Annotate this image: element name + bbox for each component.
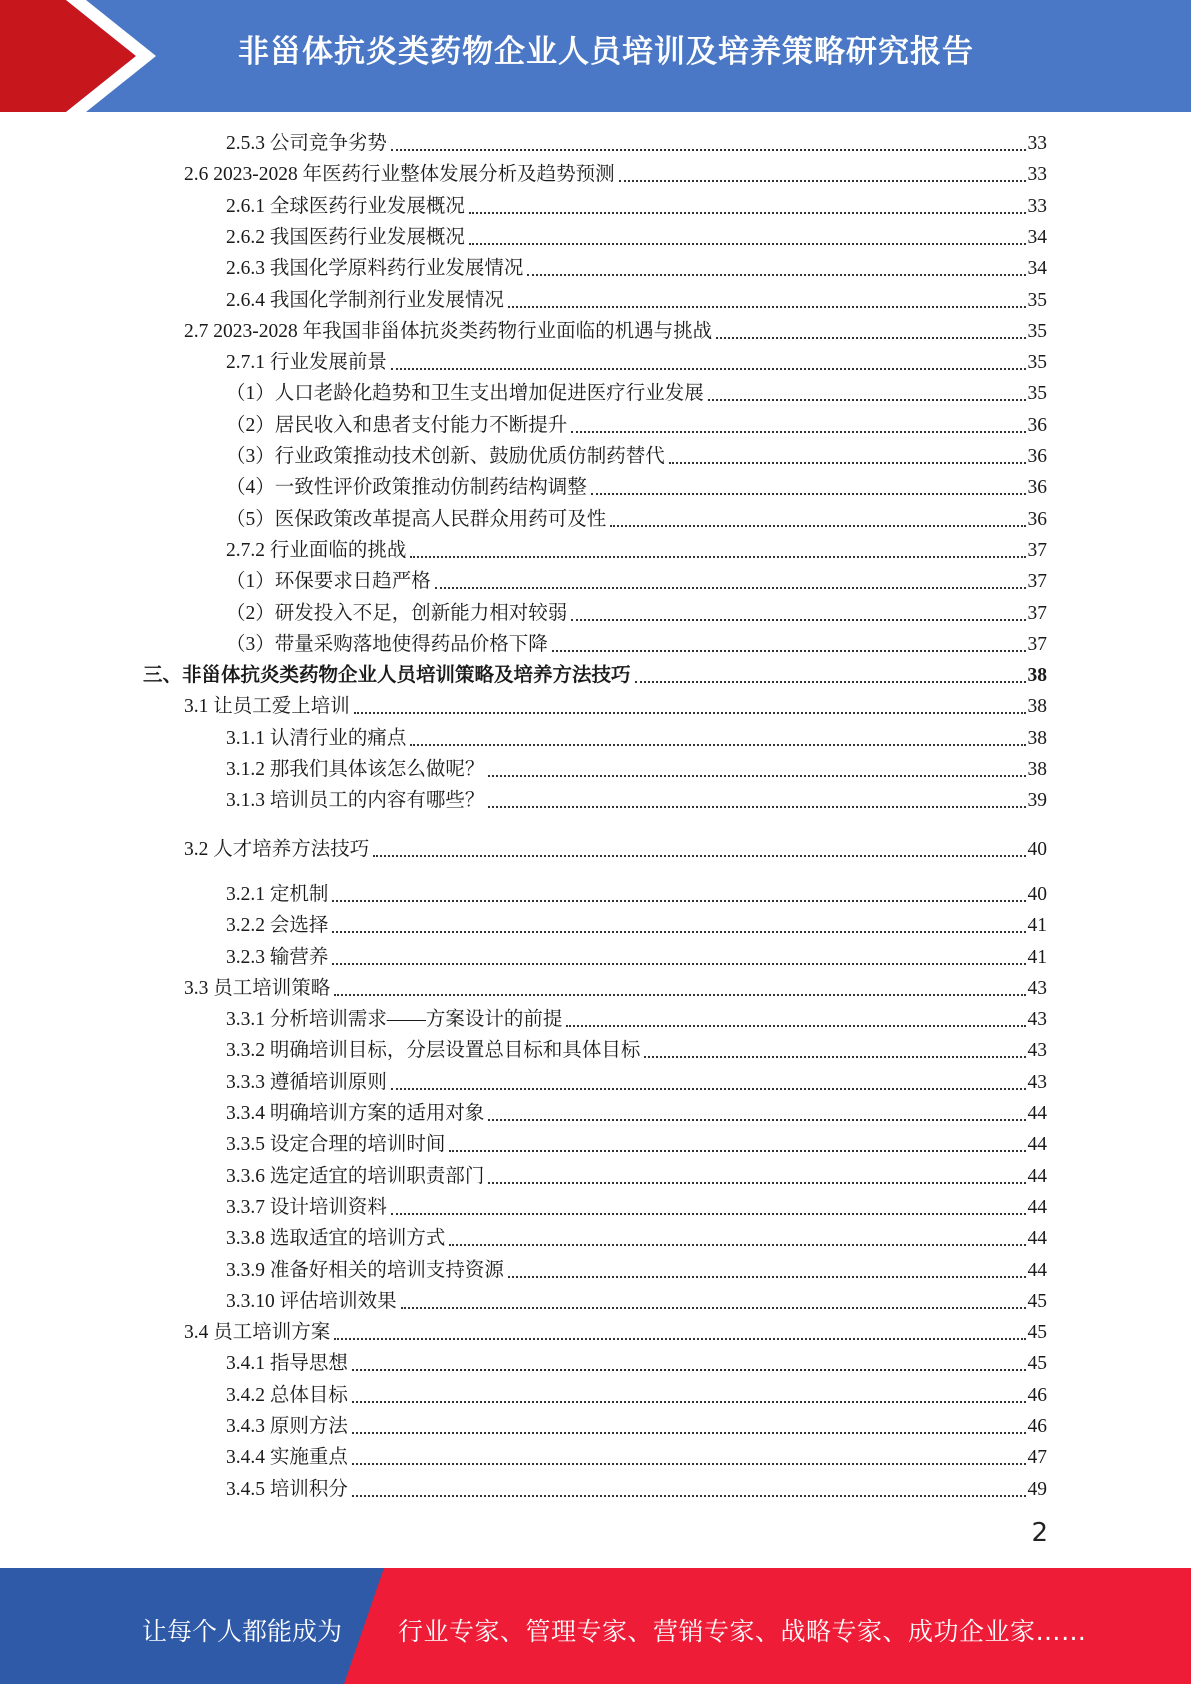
page-number: 2: [1031, 1518, 1048, 1548]
toc-dot-leader: [527, 274, 1025, 276]
toc-entry-page: 33: [1027, 195, 1047, 217]
toc-entry-page: 47: [1027, 1447, 1047, 1469]
footer-slogan-left: 让每个人都能成为: [142, 1617, 343, 1646]
toc-entry-page: 36: [1027, 446, 1047, 467]
page-footer: [0, 1568, 1191, 1684]
toc-entry-label: 3.1.2 那我们具体该怎么做呢？: [226, 759, 485, 780]
toc-entry-page: 39: [1027, 790, 1047, 812]
toc-entry[interactable]: [226, 1129, 1047, 1160]
toc-entry-label: 3.3.4 明确培训方案的适用对象: [226, 1103, 485, 1124]
toc-entry[interactable]: [226, 441, 1047, 472]
toc-entry-label: 3.3.7 设计培训资料: [226, 1196, 387, 1218]
toc-entry-label: 2.7 2023-2028 年我国非甾体抗炎类药物行业面临的机遇与挑战: [184, 320, 713, 342]
toc-entry-label: （4）一致性评价政策推动仿制药结构调整: [226, 477, 587, 499]
toc-entry[interactable]: [226, 1286, 1047, 1317]
toc-dot-leader: [354, 712, 1026, 714]
toc-entry[interactable]: [226, 191, 1047, 222]
toc-entry-label: 3.3.8 选取适宜的培训方式: [226, 1228, 446, 1250]
toc-entry[interactable]: [226, 285, 1047, 316]
toc-entry-page: 44: [1027, 1103, 1047, 1124]
toc-entry[interactable]: [226, 504, 1047, 535]
toc-entry[interactable]: [226, 1474, 1047, 1505]
toc-entry-label: 2.6.4 我国化学制剂行业发展情况: [226, 289, 504, 311]
toc-entry[interactable]: [184, 691, 1047, 722]
toc-entry[interactable]: [226, 754, 1047, 785]
toc-dot-leader: [591, 493, 1026, 495]
toc-entry[interactable]: [226, 598, 1047, 629]
toc-dot-leader: [508, 1276, 1026, 1278]
toc-entry-label: 3.2.2 会选择: [226, 915, 329, 937]
toc-dot-leader: [488, 1119, 1025, 1121]
toc-entry-page: 46: [1027, 1416, 1047, 1437]
toc-entry[interactable]: [226, 1192, 1047, 1223]
toc-dot-leader: [449, 1150, 1025, 1152]
toc-entry-page: 38: [1027, 696, 1047, 718]
toc-entry-label: （3）带量采购落地使得药品价格下降: [226, 633, 548, 655]
toc-entry-page: 41: [1027, 946, 1047, 968]
toc-entry-label: 2.6.2 我国医药行业发展概况: [226, 226, 465, 248]
toc-entry-label: 3.3 员工培训策略: [184, 977, 331, 999]
toc-dot-leader: [373, 855, 1025, 857]
toc-entry[interactable]: [226, 910, 1047, 941]
toc-dot-leader: [716, 337, 1025, 339]
toc-entry-label: 3.3.10 评估培训效果: [226, 1290, 397, 1312]
toc-dot-leader: [332, 900, 1025, 902]
toc-entry-page: 37: [1027, 539, 1047, 561]
toc-dot-leader: [469, 212, 1026, 214]
toc-entry-label: 3.4.2 总体目标: [226, 1384, 348, 1406]
toc-entry-label: 2.7.1 行业发展前景: [226, 352, 387, 374]
toc-entry-label: 3.2.3 输营养: [226, 946, 329, 968]
toc-entry-label: 3.1 让员工爱上培训: [184, 696, 350, 718]
toc-entry[interactable]: [184, 1317, 1047, 1348]
toc-entry-label: 3.4.5 培训积分: [226, 1478, 348, 1500]
toc-entry[interactable]: [226, 128, 1047, 159]
report-title: 非甾体抗炎类药物企业人员培训及培养策略研究报告: [238, 34, 974, 70]
toc-entry-label: （2）居民收入和患者支付能力不断提升: [226, 414, 568, 436]
toc-entry-page: 43: [1027, 1040, 1047, 1062]
toc-entry[interactable]: [226, 1411, 1047, 1442]
toc-dot-leader: [352, 1432, 1026, 1434]
toc-entry[interactable]: [226, 942, 1047, 973]
toc-entry-page: 45: [1027, 1290, 1047, 1312]
toc-entry-page: 38: [1027, 665, 1047, 687]
toc-entry-page: 38: [1027, 759, 1047, 780]
toc-dot-leader: [669, 462, 1026, 464]
toc-entry[interactable]: [226, 566, 1047, 597]
toc-entry-label: （1）环保要求日趋严格: [226, 571, 431, 593]
toc-dot-leader: [469, 243, 1026, 245]
toc-entry-label: 三、非甾体抗炎类药物企业人员培训策略及培养方法技巧: [143, 665, 631, 687]
toc-entry-page: 35: [1027, 352, 1047, 374]
toc-dot-leader: [508, 306, 1026, 308]
toc-entry-page: 37: [1027, 633, 1047, 655]
toc-entry-label: 2.6.3 我国化学原料药行业发展情况: [226, 258, 524, 280]
toc-entry-label: （2）研发投入不足，创新能力相对较弱: [226, 602, 568, 624]
toc-entry[interactable]: [226, 253, 1047, 284]
toc-entry-label: 2.6 2023-2028 年医药行业整体发展分析及趋势预测: [184, 164, 615, 186]
toc-entry-page: 34: [1027, 226, 1047, 248]
toc-entry-page: 49: [1027, 1478, 1047, 1500]
toc-dot-leader: [435, 587, 1026, 589]
toc-entry[interactable]: [226, 1161, 1047, 1192]
toc-entry-label: 3.3.1 分析培训需求——方案设计的前提: [226, 1009, 563, 1031]
report-header: [0, 0, 1191, 112]
toc-entry-label: （3）行业政策推动技术创新、鼓励优质仿制药替代: [226, 446, 665, 467]
toc-entry-page: 33: [1027, 133, 1047, 154]
toc-entry[interactable]: [184, 159, 1047, 190]
toc-entry-label: 3.2 人才培养方法技巧: [184, 838, 370, 860]
toc-entry-page: 35: [1027, 289, 1047, 311]
toc-entry[interactable]: [184, 834, 1047, 865]
toc-dot-leader: [552, 650, 1026, 652]
toc-entry-label: 2.5.3 公司竞争劣势: [226, 133, 387, 154]
toc-entry-page: 38: [1027, 727, 1047, 749]
toc-entry-page: 45: [1027, 1353, 1047, 1375]
toc-entry[interactable]: [226, 347, 1047, 378]
toc-entry[interactable]: [226, 723, 1047, 754]
toc-dot-leader: [391, 1088, 1026, 1090]
toc-entry[interactable]: [226, 629, 1047, 660]
toc-entry[interactable]: [226, 1067, 1047, 1098]
toc-entry-page: 44: [1027, 1165, 1047, 1187]
toc-entry-page: 44: [1027, 1134, 1047, 1156]
toc-dot-leader: [571, 431, 1025, 433]
toc-dot-leader: [334, 1338, 1025, 1340]
toc-dot-leader: [635, 681, 1026, 683]
toc-entry[interactable]: [226, 222, 1047, 253]
toc-entry-page: 43: [1027, 1009, 1047, 1031]
toc-dot-leader: [352, 1369, 1026, 1371]
toc-entry[interactable]: [226, 410, 1047, 441]
toc-dot-leader: [610, 525, 1025, 527]
toc-entry-label: 3.3.5 设定合理的培训时间: [226, 1134, 446, 1156]
toc-entry-label: 2.6.1 全球医药行业发展概况: [226, 195, 465, 217]
toc-dot-leader: [644, 1056, 1025, 1058]
toc-entry-page: 35: [1027, 320, 1047, 342]
toc-dot-leader: [488, 806, 1025, 808]
toc-dot-leader: [391, 1213, 1026, 1215]
toc-entry-label: 3.3.9 准备好相关的培训支持资源: [226, 1259, 504, 1281]
toc-entry-page: 37: [1027, 602, 1047, 624]
toc-entry-label: 3.3.6 选定适宜的培训职责部门: [226, 1165, 485, 1187]
toc-entry[interactable]: [226, 879, 1047, 910]
toc-entry-page: 37: [1027, 571, 1047, 593]
toc-entry-label: 3.4 员工培训方案: [184, 1322, 331, 1344]
toc-dot-leader: [410, 744, 1025, 746]
toc-entry[interactable]: [226, 1380, 1047, 1411]
toc-dot-leader: [352, 1495, 1026, 1497]
toc-entry[interactable]: [184, 973, 1047, 1004]
footer-slogan-right: 行业专家、管理专家、营销专家、战略专家、成功企业家……: [398, 1617, 1087, 1646]
toc-entry-page: 44: [1027, 1228, 1047, 1250]
toc-dot-leader: [410, 556, 1025, 558]
toc-entry[interactable]: [226, 1223, 1047, 1254]
toc-entry[interactable]: [226, 785, 1047, 816]
toc-entry-page: 40: [1027, 838, 1047, 860]
toc-entry-label: 3.2.1 定机制: [226, 883, 329, 905]
toc-entry[interactable]: [226, 535, 1047, 566]
toc-entry-page: 44: [1027, 1259, 1047, 1281]
toc-dot-leader: [488, 1182, 1025, 1184]
toc-dot-leader: [619, 180, 1026, 182]
toc-entry-page: 44: [1027, 1196, 1047, 1218]
toc-entry[interactable]: [226, 1255, 1047, 1286]
toc-entry-page: 33: [1027, 164, 1047, 186]
toc-dot-leader: [332, 963, 1025, 965]
toc-entry-page: 43: [1027, 977, 1047, 999]
toc-dot-leader: [391, 368, 1026, 370]
toc-entry-label: 3.4.1 指导思想: [226, 1353, 348, 1375]
toc-entry-page: 35: [1027, 383, 1047, 405]
toc-dot-leader: [401, 1307, 1026, 1309]
toc-entry-label: 3.1.3 培训员工的内容有哪些？: [226, 790, 485, 812]
toc-entry-label: 3.3.3 遵循培训原则: [226, 1071, 387, 1093]
toc-dot-leader: [332, 931, 1025, 933]
toc-entry[interactable]: [184, 316, 1047, 347]
toc-entry[interactable]: [226, 1035, 1047, 1066]
toc-dot-leader: [391, 149, 1026, 151]
toc-dot-leader: [566, 1025, 1025, 1027]
toc-dot-leader: [449, 1244, 1025, 1246]
toc-entry[interactable]: [226, 1098, 1047, 1129]
toc-dot-leader: [708, 399, 1026, 401]
toc-dot-leader: [352, 1463, 1026, 1465]
toc-entry-page: 40: [1027, 883, 1047, 905]
toc-entry-label: （1）人口老龄化趋势和卫生支出增加促进医疗行业发展: [226, 383, 704, 405]
toc-dot-leader: [488, 775, 1025, 777]
toc-entry-page: 36: [1027, 477, 1047, 499]
toc-dot-leader: [571, 619, 1025, 621]
toc-entry[interactable]: [143, 660, 1047, 691]
toc-entry-page: 43: [1027, 1071, 1047, 1093]
toc-entry-page: 41: [1027, 915, 1047, 937]
toc-entry-page: 46: [1027, 1384, 1047, 1406]
toc-entry[interactable]: [226, 1004, 1047, 1035]
toc-dot-leader: [334, 994, 1025, 996]
toc-entry-label: 3.1.1 认清行业的痛点: [226, 727, 407, 749]
toc-entry[interactable]: [226, 1442, 1047, 1473]
toc-entry-page: 34: [1027, 258, 1047, 280]
toc-entry-page: 36: [1027, 414, 1047, 436]
toc-entry-label: （5）医保政策改革提高人民群众用药可及性: [226, 508, 607, 530]
toc-entry-label: 3.4.3 原则方法: [226, 1416, 348, 1437]
toc-entry-page: 36: [1027, 508, 1047, 530]
toc-entry-page: 45: [1027, 1322, 1047, 1344]
toc-entry[interactable]: [226, 378, 1047, 409]
toc-entry-label: 3.4.4 实施重点: [226, 1447, 348, 1469]
toc-entry-label: 2.7.2 行业面临的挑战: [226, 539, 407, 561]
toc-entry-label: 3.3.2 明确培训目标，分层设置总目标和具体目标: [226, 1040, 641, 1062]
toc-dot-leader: [352, 1401, 1026, 1403]
toc-entry[interactable]: [226, 472, 1047, 503]
toc-entry[interactable]: [226, 1348, 1047, 1379]
